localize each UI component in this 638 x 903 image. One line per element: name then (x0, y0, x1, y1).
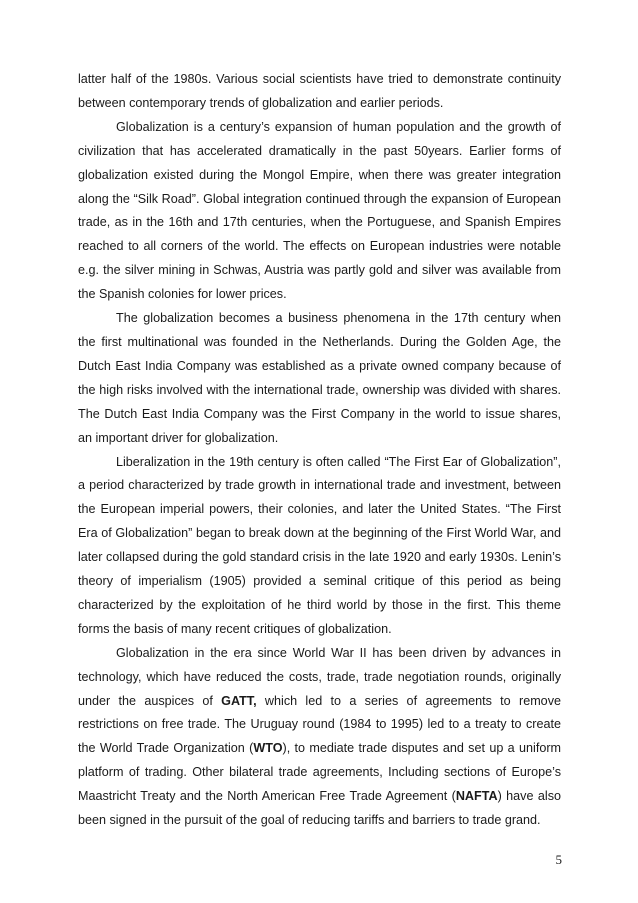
paragraph-5-part-4: ) have also been signed in the pursuit of the goal of reducing tariffs and barriers to trade grand. (78, 789, 561, 828)
paragraph-5-part-1: Globalization in the era since World War II has been driven by advances in technology, which have reduced the costs, trade, trade negotiation rounds, originally under the auspices of (78, 645, 561, 708)
paragraph-3: The globalization becomes a business phenomena in the 17th century when the first multinational was founded in the Netherlands. During the Golden Age, the Dutch East India Company was established as a private owned company because of the high risks involved with the international trade, ownership was divided with shares. The Dutch East India Company was the First Company in the world to issue shares, an important driver for globalization. (78, 311, 561, 445)
nafta-bold-term: NAFTA (455, 789, 498, 804)
paragraph-5-part-3: ), to mediate trade disputes and set up a uniform platform of trading. Other bilateral trade agreements, Including sections of Europe’s Maastricht Treaty and the North American Free Trade Agreement ( (78, 741, 562, 804)
page-number: 5 (555, 852, 562, 867)
paragraph-4: Liberalization in the 19th century is often called “The First Ear of Globalization”, a period characterized by trade growth in international trade and investment, between the European imperial powers, their colonies, and later the United States. “The First Era of Globalization” began to break down at the beginning of the First World War, and later collapsed during the gold standard crisis in the late 1920 and early 1930s. Lenin’s theory of imperialism (1905) provided a seminal critique of this period as being characterized by the exploitation of he third world by those in the first. This theme forms the basis of many recent critiques of globalization. (78, 454, 561, 636)
paragraph-5-part-2: which led to a series of agreements to remove restrictions on free trade. The Uruguay round (1984 to 1995) led to a treaty to create the World Trade Organization ( (78, 693, 561, 756)
gatt-bold-term: GATT, (221, 693, 257, 708)
wto-bold-term: WTO (253, 741, 283, 756)
body-text (78, 68, 561, 833)
paragraph-1: latter half of the 1980s. Various social scientists have tried to demonstrate continuity between contemporary trends of globalization and earlier periods. (78, 72, 561, 110)
paragraph-5 (78, 642, 561, 833)
paragraph-2: Globalization is a century’s expansion of human population and the growth of civilization that has accelerated dramatically in the past 50years. Earlier forms of globalization existed during the Mongol Empire, when there was greater integration along the “Silk Road”. Global integration continued through the expansion of European trade, as in the 16th and 17th centuries, when the Portuguese, and Spanish Empires reached to all corners of the world. The effects on European industries were notable e.g. the silver mining in Schwas, Austria was partly gold and silver was available from the Spanish colonies for lower prices. (78, 119, 561, 302)
